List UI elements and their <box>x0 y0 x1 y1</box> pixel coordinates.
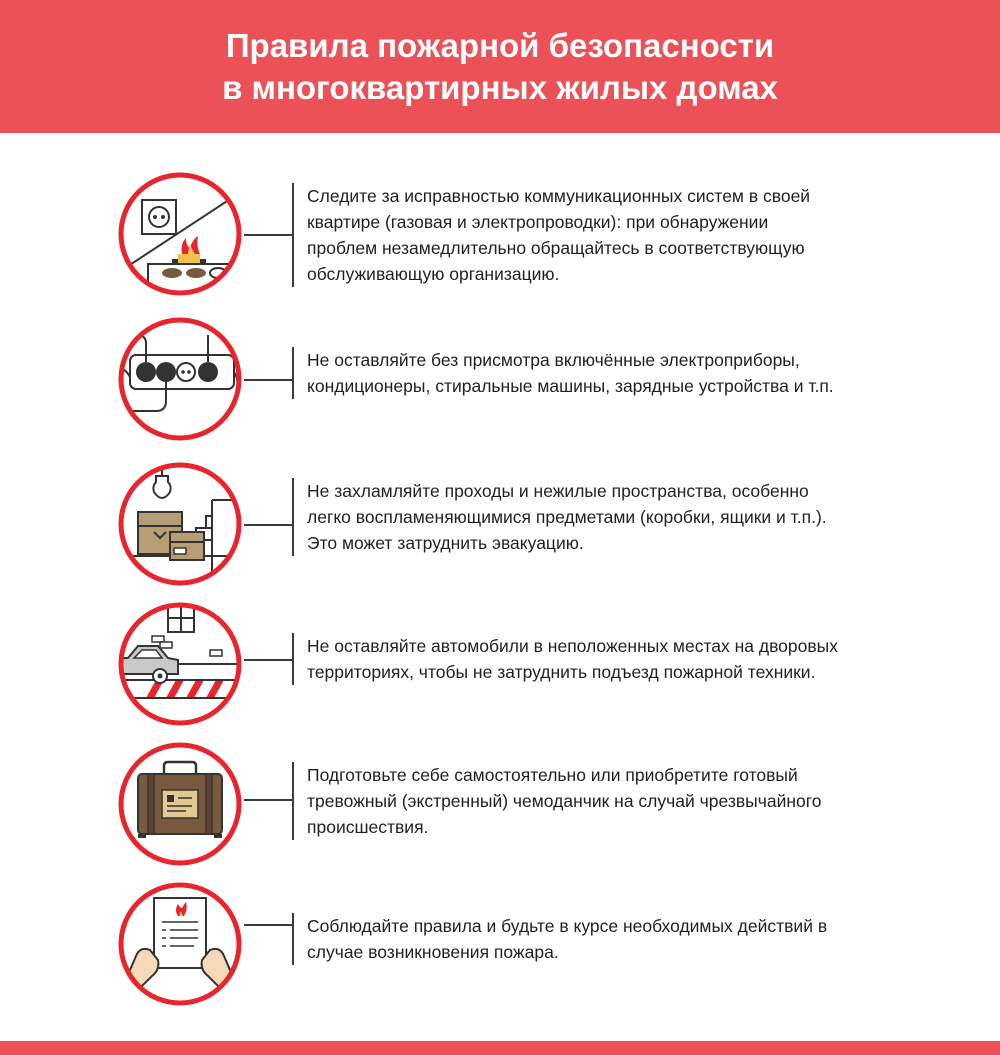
page-title-line-2: в многоквартирных жилых домах <box>222 68 778 106</box>
rule-item-passages <box>0 450 1000 610</box>
rule-text: Не оставляйте без присмотра включённые электроприборы, кондиционеры, стиральные машины, зарядные устройства и т.п. <box>292 347 947 399</box>
socket-stove-icon <box>116 170 244 298</box>
boxes-stairs-icon <box>116 460 244 588</box>
car-building-icon <box>116 600 244 728</box>
rule-text: Подготовьте себе самостоятельно или приобретите готовый тревожный (экстренный) чемоданчик на случай чрезвычайного происшествия. <box>292 762 947 840</box>
rule-item-follow-rules <box>0 875 1000 1035</box>
rule-text: Соблюдайте правила и будьте в курсе необходимых действий в случае возникновения пожара. <box>292 913 947 965</box>
rule-text: Не захламляйте проходы и нежилые пространства, особенно легко воспламеняющимися предметами (коробки, ящики и т.п.). Это может затруднить эвакуацию. <box>292 478 947 556</box>
connector-line <box>244 923 292 927</box>
rule-text: Следите за исправностью коммуникационных систем в своей квартире (газовая и электропроводки): при обнаружении проблем незамедлительно обращайтесь в соответствующую обслуживающую организацию. <box>292 183 947 287</box>
page-title-line-1: Правила пожарной безопасности <box>225 26 775 64</box>
connector-line <box>244 233 292 237</box>
connector-line <box>244 378 292 382</box>
footer-bar <box>0 1041 1000 1055</box>
connector-line <box>244 658 292 662</box>
connector-line <box>244 523 292 527</box>
rule-item-appliances <box>0 305 1000 465</box>
rule-text: Не оставляйте автомобили в неположенных местах на дворовых территориях, чтобы не затруднить подъезд пожарной техники. <box>292 633 947 685</box>
header-banner <box>0 0 1000 133</box>
rule-item-emergency-kit <box>0 735 1000 895</box>
power-strip-icon <box>116 315 244 443</box>
rule-item-parking <box>0 595 1000 755</box>
suitcase-icon <box>116 740 244 868</box>
rules-document-icon <box>116 880 244 1008</box>
connector-line <box>244 798 292 802</box>
rule-item-communications <box>0 155 1000 315</box>
